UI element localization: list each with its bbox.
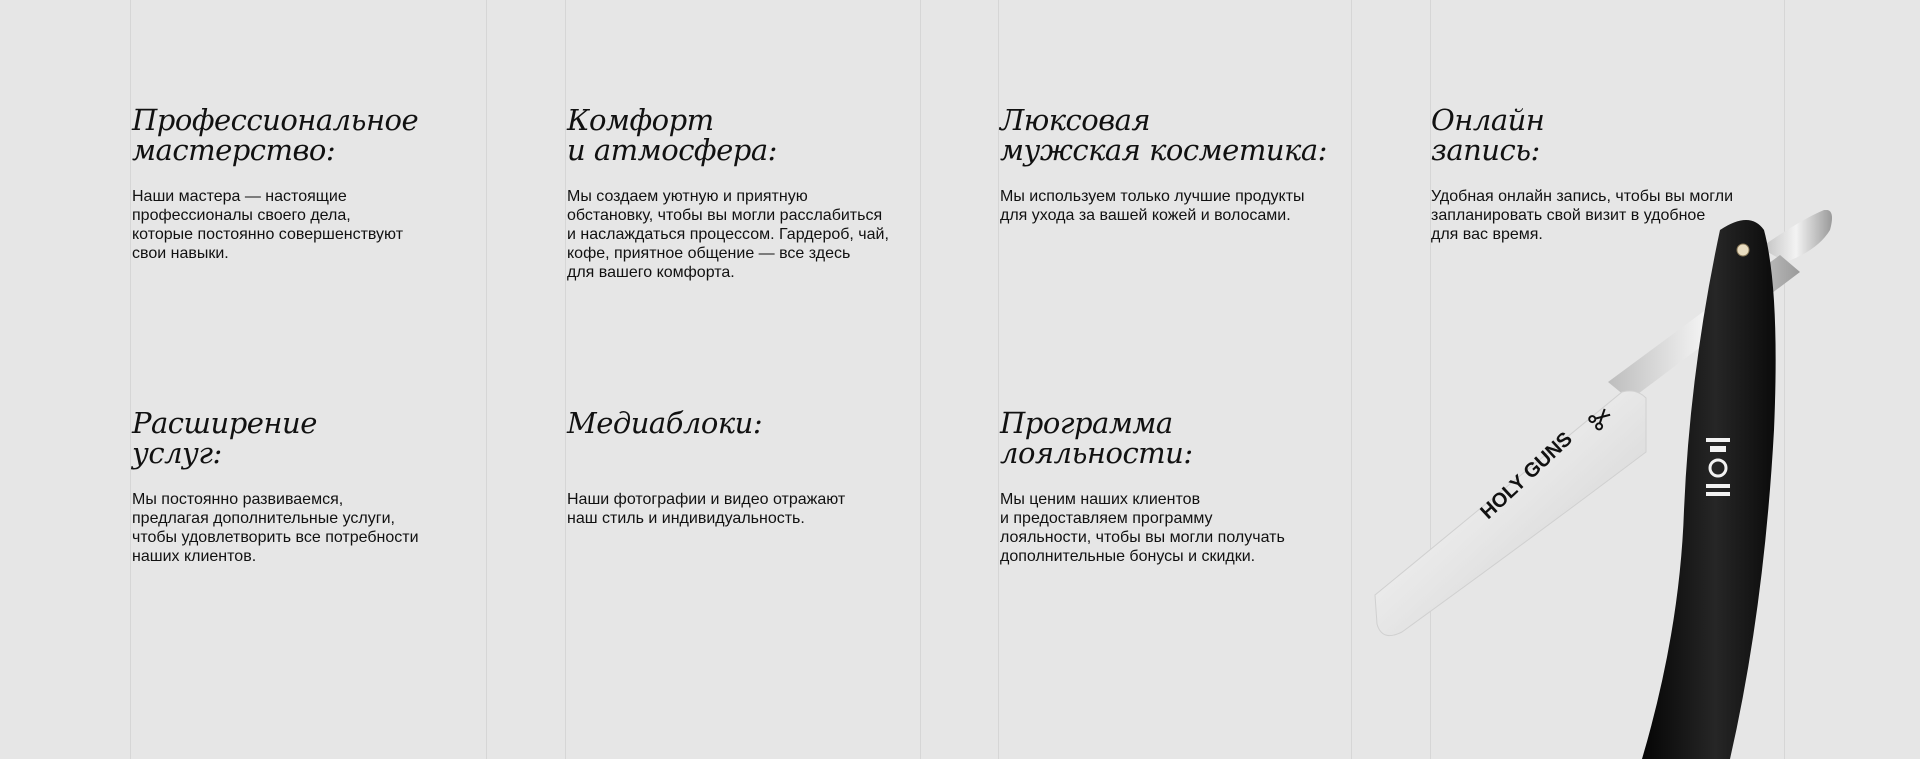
feature-text: Мы постоянно развиваемся, предлагая дополнительные услуги, чтобы удовлетворить все потребности наших клиентов. bbox=[132, 491, 419, 565]
grid-line bbox=[920, 0, 921, 759]
feature-media bbox=[567, 406, 907, 527]
feature-professionalism bbox=[132, 103, 472, 262]
feature-online-booking bbox=[1431, 103, 1771, 243]
feature-title: Комфорт и атмосфера: bbox=[567, 103, 777, 167]
feature-title: Программа лояльности: bbox=[1000, 406, 1193, 470]
razor-handle bbox=[1642, 220, 1776, 759]
feature-comfort bbox=[567, 103, 907, 281]
feature-text: Мы ценим наших клиентов и предоставляем программу лояльности, чтобы вы могли получать дополнительные бонусы и скидки. bbox=[1000, 491, 1285, 565]
feature-title: Медиаблоки: bbox=[567, 406, 763, 440]
grid-line bbox=[130, 0, 131, 759]
feature-title: Люксовая мужская косметика: bbox=[1000, 103, 1327, 167]
razor-pivot bbox=[1737, 244, 1749, 256]
brand-logo-text: HOLY GUNS bbox=[1476, 427, 1577, 524]
razor-blade bbox=[1375, 391, 1646, 636]
feature-text: Мы создаем уютную и приятную обстановку, чтобы вы могли расслабиться и наслаждаться процессом. Гардероб, чай, кофе, приятное общение — все здесь для вашего комфорта. bbox=[567, 188, 889, 281]
feature-services bbox=[132, 406, 472, 565]
feature-cosmetics bbox=[1000, 103, 1340, 224]
feature-text: Наши фотографии и видео отражают наш стиль и индивидуальность. bbox=[567, 491, 846, 527]
grid-line bbox=[998, 0, 999, 759]
feature-text: Удобная онлайн запись, чтобы вы могли запланировать свой визит в удобное для вас время. bbox=[1431, 188, 1733, 243]
feature-loyalty bbox=[1000, 406, 1340, 565]
straight-razor-image bbox=[1340, 210, 1860, 759]
feature-title: Расширение услуг: bbox=[132, 406, 317, 470]
feature-text: Мы используем только лучшие продукты для ухода за вашей кожей и волосами. bbox=[1000, 188, 1305, 224]
feature-title: Онлайн запись: bbox=[1431, 103, 1545, 167]
feature-title: Профессиональное мастерство: bbox=[132, 103, 419, 167]
feature-text: Наши мастера — настоящие профессионалы своего дела, которые постоянно совершенствуют свои навыки. bbox=[132, 188, 404, 262]
grid-line bbox=[486, 0, 487, 759]
grid-line bbox=[565, 0, 566, 759]
razor-tang bbox=[1760, 210, 1832, 262]
